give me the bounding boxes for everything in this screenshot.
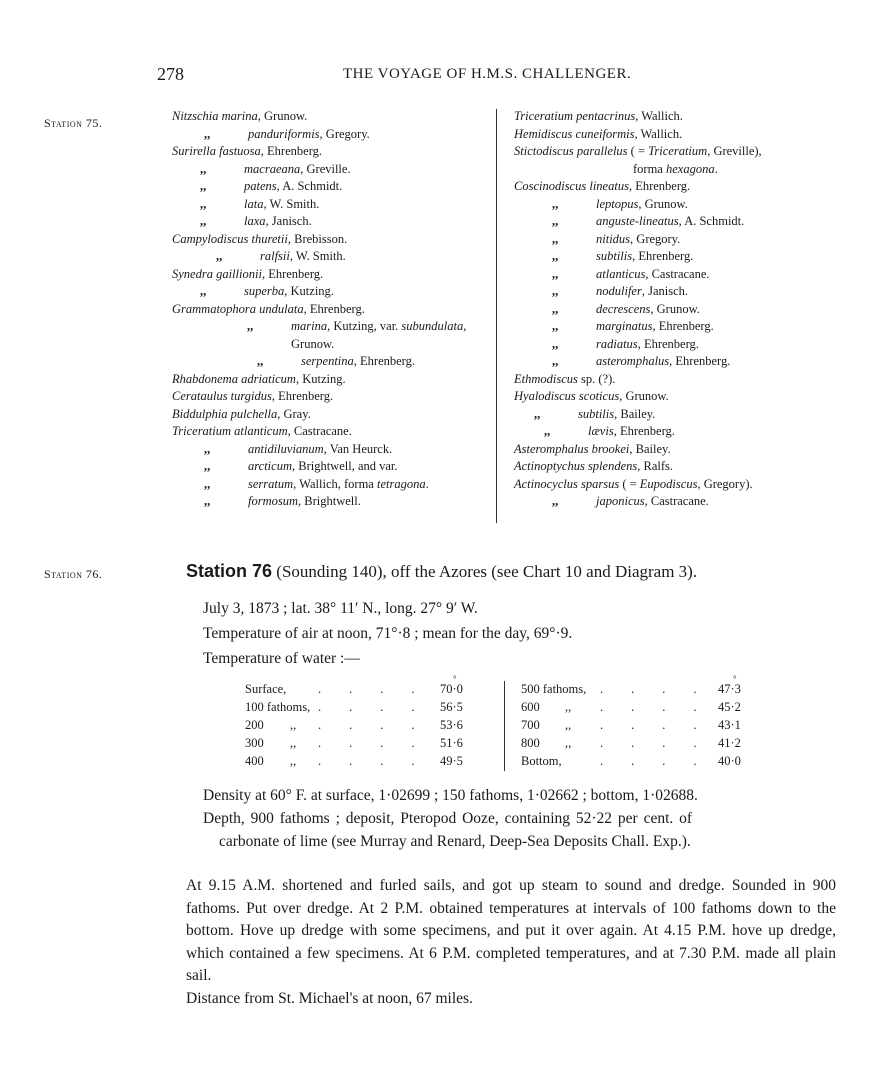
species-name: japonicus (596, 494, 645, 508)
species-authority: ( = (619, 476, 640, 491)
page-number: 278 (157, 64, 184, 84)
species-authority: , Wallich. (634, 126, 683, 141)
leader-dots: .... (318, 736, 443, 750)
leader-dots: .... (600, 682, 725, 696)
density-line: Density at 60° F. at surface, 1·02699 ; 150 fathoms, 1·02662 ; bottom, 1·02688. (203, 787, 698, 804)
species-authority: , Brightwell. (298, 494, 361, 508)
species-line (172, 336, 466, 354)
species-name: macraeana (244, 161, 301, 176)
species-authority: , (463, 319, 467, 333)
species-line (514, 406, 762, 424)
ditto-mark: ,, (290, 754, 297, 768)
table-value: 70·0 (440, 682, 463, 696)
species-name: Biddulphia pulchella (172, 406, 278, 421)
species-name: anguste-lineatus (596, 214, 679, 228)
species-name: leptopus (596, 196, 639, 211)
species-name: Campylodiscus thuretii (172, 231, 288, 246)
ditto-mark: ,, (534, 406, 541, 421)
species-authority: , Gregory. (630, 231, 681, 246)
ditto-mark: ,, (552, 336, 559, 351)
species-name: formosum (248, 494, 299, 508)
species-line (514, 458, 762, 476)
species-authority: , Greville. (300, 161, 351, 176)
species-name: nitidus (596, 231, 631, 246)
table-value: 53·6 (440, 718, 463, 732)
species-line (514, 266, 762, 284)
leader-dots: .... (600, 754, 725, 768)
species-line (514, 143, 762, 161)
species-authority: , Gregory). (697, 476, 753, 491)
ditto-mark: ,, (204, 459, 211, 473)
ditto-mark: ,, (552, 196, 559, 211)
species-line (172, 441, 466, 459)
ditto-mark: ,, (200, 284, 207, 298)
species-authority: , Kutzing. (295, 371, 346, 386)
ditto-mark: ,, (552, 354, 559, 368)
leader-dots: .... (600, 718, 725, 732)
species-line (172, 213, 466, 231)
degree-mark-right: ° (733, 674, 737, 684)
species-line (172, 266, 466, 284)
column-divider (496, 109, 497, 523)
ditto-mark: ,, (204, 441, 211, 456)
species-name: Triceratium (648, 144, 708, 158)
species-line (172, 493, 466, 511)
species-name: Hemidiscus cuneiformis (514, 126, 635, 141)
ditto-mark: ,, (565, 736, 572, 750)
leader-dots: .... (600, 736, 725, 750)
running-title: THE VOYAGE OF H.M.S. CHALLENGER. (343, 66, 632, 82)
species-authority: , Brightwell, and var. (291, 459, 398, 473)
species-authority: , Grunow. (619, 389, 669, 403)
ditto-mark: ,, (216, 249, 223, 263)
species-name: atlanticus (596, 266, 646, 281)
species-name: arcticum (248, 459, 292, 473)
ditto-mark: ,, (552, 301, 559, 316)
species-line (172, 126, 466, 144)
table-value: 51·6 (440, 736, 463, 750)
ditto-mark: ,, (552, 249, 559, 263)
species-authority: , Grunow. (257, 109, 308, 123)
ditto-mark: ,, (565, 718, 572, 732)
station-76-label: Station 76. (44, 567, 103, 581)
species-name: superba (244, 284, 285, 298)
species-line (514, 476, 762, 494)
ditto-mark: ,, (200, 214, 207, 228)
species-name: decrescens (596, 301, 651, 316)
ditto-mark: ,, (565, 700, 572, 714)
species-authority: , Greville), (707, 144, 762, 158)
species-name: Triceratium atlanticum (172, 424, 288, 438)
species-authority: , Kutzing. (284, 284, 334, 298)
species-line (514, 493, 762, 511)
species-line (172, 301, 466, 319)
species-name: lata (244, 196, 264, 211)
species-name: hexagona (665, 161, 715, 176)
species-line (172, 406, 466, 424)
table-value: 49·5 (440, 754, 463, 768)
species-authority: , Gregory. (319, 126, 370, 141)
species-authority: , W. Smith. (263, 196, 320, 211)
species-name: Cerataulus turgidus (172, 389, 272, 403)
carbonate-line: carbonate of lime (see Murray and Renard, Deep-Sea Deposits Chall. Exp.). (219, 833, 691, 850)
species-authority: , Bailey. (614, 406, 656, 421)
table-depth: 600 (521, 700, 540, 714)
species-line (514, 283, 762, 301)
species-list-left (172, 108, 466, 511)
species-authority: , Ralfs. (637, 459, 674, 473)
ditto-mark: ,, (200, 179, 207, 193)
species-authority: , Janisch. (641, 284, 689, 298)
species-authority: , Castracane. (645, 266, 710, 281)
ditto-mark: ,, (257, 354, 264, 368)
species-name: marginatus (596, 319, 653, 333)
species-name: Asteromphalus brookei (514, 441, 630, 456)
species-authority: , Ehrenberg. (652, 319, 714, 333)
species-list-right (514, 108, 762, 511)
species-authority: forma (633, 161, 666, 176)
species-authority: , Van Heurck. (323, 441, 393, 456)
species-authority: Grunow. (291, 336, 335, 351)
narrative (186, 875, 836, 1010)
species-line (172, 423, 466, 441)
table-value: 56·5 (440, 700, 463, 714)
ditto-mark: ,, (290, 736, 297, 750)
species-authority: , Bailey. (629, 441, 671, 456)
species-authority: , A. Schmidt. (276, 179, 343, 193)
species-name: laxa (244, 214, 266, 228)
species-line (514, 441, 762, 459)
species-line (172, 248, 466, 266)
species-line (514, 353, 762, 371)
species-name: tetragona (376, 476, 426, 491)
ditto-mark: ,, (200, 161, 207, 176)
species-name: Coscinodiscus lineatus (514, 179, 629, 193)
species-authority: , Ehrenberg. (628, 179, 691, 193)
species-name: patens (244, 179, 277, 193)
table-value: 47·3 (718, 682, 741, 696)
species-name: nodulifer (596, 284, 642, 298)
species-name: panduriformis (248, 126, 320, 141)
species-name: subtilis (578, 406, 615, 421)
species-authority: , Ehrenberg. (669, 354, 731, 368)
species-line (172, 108, 466, 126)
species-line (172, 196, 466, 214)
table-depth: 500 fathoms, (521, 682, 587, 696)
station-76-heading (186, 561, 697, 582)
species-line (172, 178, 466, 196)
species-line (172, 371, 466, 389)
species-line (172, 318, 466, 336)
species-authority: , Ehrenberg. (353, 354, 415, 368)
species-line (514, 388, 762, 406)
species-name: radiatus (596, 336, 638, 351)
species-line (172, 353, 466, 371)
species-name: Surirella fastuosa (172, 144, 261, 158)
ditto-mark: ,, (552, 319, 559, 333)
species-line (172, 231, 466, 249)
table-depth: Bottom, (521, 754, 562, 768)
species-name: marina (291, 319, 328, 333)
species-name: Stictodiscus parallelus (514, 144, 628, 158)
station-76-heading-rest: (Sounding 140), off the Azores (see Chart 10 and Diagram 3). (272, 562, 698, 581)
table-divider (504, 681, 505, 771)
narrative-paragraph: At 9.15 A.M. shortened and furled sails, and got up steam to sound and dredge. Sounded in 900 fathoms. Put over dredge. At 2 P.M. obtained temperatures at intervals of 100 fathoms down to the bottom. Hove up dredge with some specimens, and put it over again. At 4.15 P.M. hove up dredge, which contained a few specimens. At 6 P.M. completed temperatures, and at 7.30 P.M. made all plain sail. (186, 877, 836, 984)
species-name: lævis (588, 424, 614, 438)
species-line (514, 213, 762, 231)
species-line (172, 476, 466, 494)
species-name: Actinocyclus sparsus (514, 476, 620, 491)
species-line (172, 143, 466, 161)
species-line (514, 161, 762, 179)
species-authority: , Janisch. (265, 214, 312, 228)
species-authority: , Ehrenberg. (271, 389, 334, 403)
species-name: Triceratium pentacrinus (514, 109, 636, 123)
species-authority: , Ehrenberg. (637, 336, 699, 351)
ditto-mark: ,, (200, 196, 207, 211)
table-value: 43·1 (718, 718, 741, 732)
species-name: ralfsii (260, 249, 290, 263)
species-authority: , Ehrenberg. (632, 249, 694, 263)
depth-deposit-line: Depth, 900 fathoms ; deposit, Pteropod Ooze, containing 52·22 per cent. of (203, 810, 693, 827)
species-authority: , Ehrenberg. (261, 266, 324, 281)
species-name: Ethmodiscus (514, 371, 578, 386)
species-authority: , Castracane. (287, 424, 352, 438)
species-authority: , Brebisson. (287, 231, 348, 246)
species-line (172, 161, 466, 179)
species-line (514, 336, 762, 354)
air-temperature-line: Temperature of air at noon, 71°·8 ; mean for the day, 69°·9. (203, 625, 573, 642)
ditto-mark: ,, (552, 231, 559, 246)
species-authority: sp. (?). (577, 371, 616, 386)
table-depth: Surface, (245, 682, 287, 696)
ditto-mark: ,, (204, 126, 211, 141)
species-name: Grammatophora undulata (172, 301, 304, 316)
species-name: subundulata (401, 319, 464, 333)
species-authority: ( = (627, 144, 649, 158)
species-line (514, 371, 762, 389)
species-line (514, 178, 762, 196)
species-name: Rhabdonema adriaticum (172, 371, 296, 386)
species-name: Actinoptychus splendens (514, 459, 638, 473)
water-temperature-heading: Temperature of water :— (203, 650, 360, 667)
leader-dots: .... (318, 718, 443, 732)
species-name: antidiluvianum (248, 441, 324, 456)
station-75-label: Station 75. (44, 116, 103, 130)
ditto-mark: ,, (204, 494, 211, 508)
species-authority: , Castracane. (644, 494, 709, 508)
species-authority: , Kutzing, var. (327, 319, 402, 333)
species-line (514, 231, 762, 249)
species-name: subtilis (596, 249, 633, 263)
species-authority: , Grunow. (650, 301, 700, 316)
ditto-mark: ,, (204, 476, 211, 491)
species-authority: , Gray. (277, 406, 311, 421)
species-line (172, 458, 466, 476)
date-position-line: July 3, 1873 ; lat. 38° 11′ N., long. 27° 9′ W. (203, 600, 478, 617)
species-authority: . (425, 476, 429, 491)
leader-dots: .... (600, 700, 725, 714)
table-depth: 100 fathoms, (245, 700, 311, 714)
species-line (514, 108, 762, 126)
table-value: 45·2 (718, 700, 741, 714)
table-depth: 700 (521, 718, 540, 732)
species-line (514, 196, 762, 214)
species-authority: , Grunow. (638, 196, 688, 211)
species-line (514, 301, 762, 319)
ditto-mark: ,, (290, 718, 297, 732)
species-name: serratum (248, 476, 294, 491)
leader-dots: .... (318, 682, 443, 696)
species-authority: , W. Smith. (289, 249, 346, 263)
leader-dots: .... (318, 700, 443, 714)
species-authority: , Ehrenberg. (260, 144, 323, 158)
species-line (514, 318, 762, 336)
species-authority: . (714, 161, 718, 176)
species-name: asteromphalus (596, 354, 670, 368)
species-line (172, 283, 466, 301)
species-name: Hyalodiscus scoticus (514, 389, 620, 403)
ditto-mark: ,, (552, 284, 559, 298)
table-depth: 800 (521, 736, 540, 750)
table-depth: 400 (245, 754, 264, 768)
species-authority: , Wallich, forma (293, 476, 377, 491)
ditto-mark: ,, (552, 266, 559, 281)
species-line (172, 388, 466, 406)
species-name: Eupodiscus (639, 476, 698, 491)
table-value: 40·0 (718, 754, 741, 768)
ditto-mark: ,, (552, 214, 559, 228)
species-name: Synedra gaillionii (172, 266, 262, 281)
ditto-mark: ,, (247, 319, 254, 333)
station-76-heading-bold: Station 76 (186, 561, 273, 581)
table-depth: 300 (245, 736, 264, 750)
ditto-mark: ,, (552, 494, 559, 508)
ditto-mark: ,, (544, 424, 551, 438)
leader-dots: .... (318, 754, 443, 768)
species-authority: , Ehrenberg. (303, 301, 365, 316)
species-line (514, 126, 762, 144)
degree-mark-left: ° (453, 674, 457, 684)
species-line (514, 248, 762, 266)
species-authority: , Wallich. (635, 109, 683, 123)
species-authority: , A. Schmidt. (678, 214, 745, 228)
distance-paragraph: Distance from St. Michael's at noon, 67 miles. (186, 989, 473, 1007)
species-authority: , Ehrenberg. (613, 424, 675, 438)
species-name: serpentina (301, 354, 354, 368)
species-name: Nitzschia marina (172, 109, 258, 123)
table-depth: 200 (245, 718, 264, 732)
species-line (514, 423, 762, 441)
table-value: 41·2 (718, 736, 741, 750)
